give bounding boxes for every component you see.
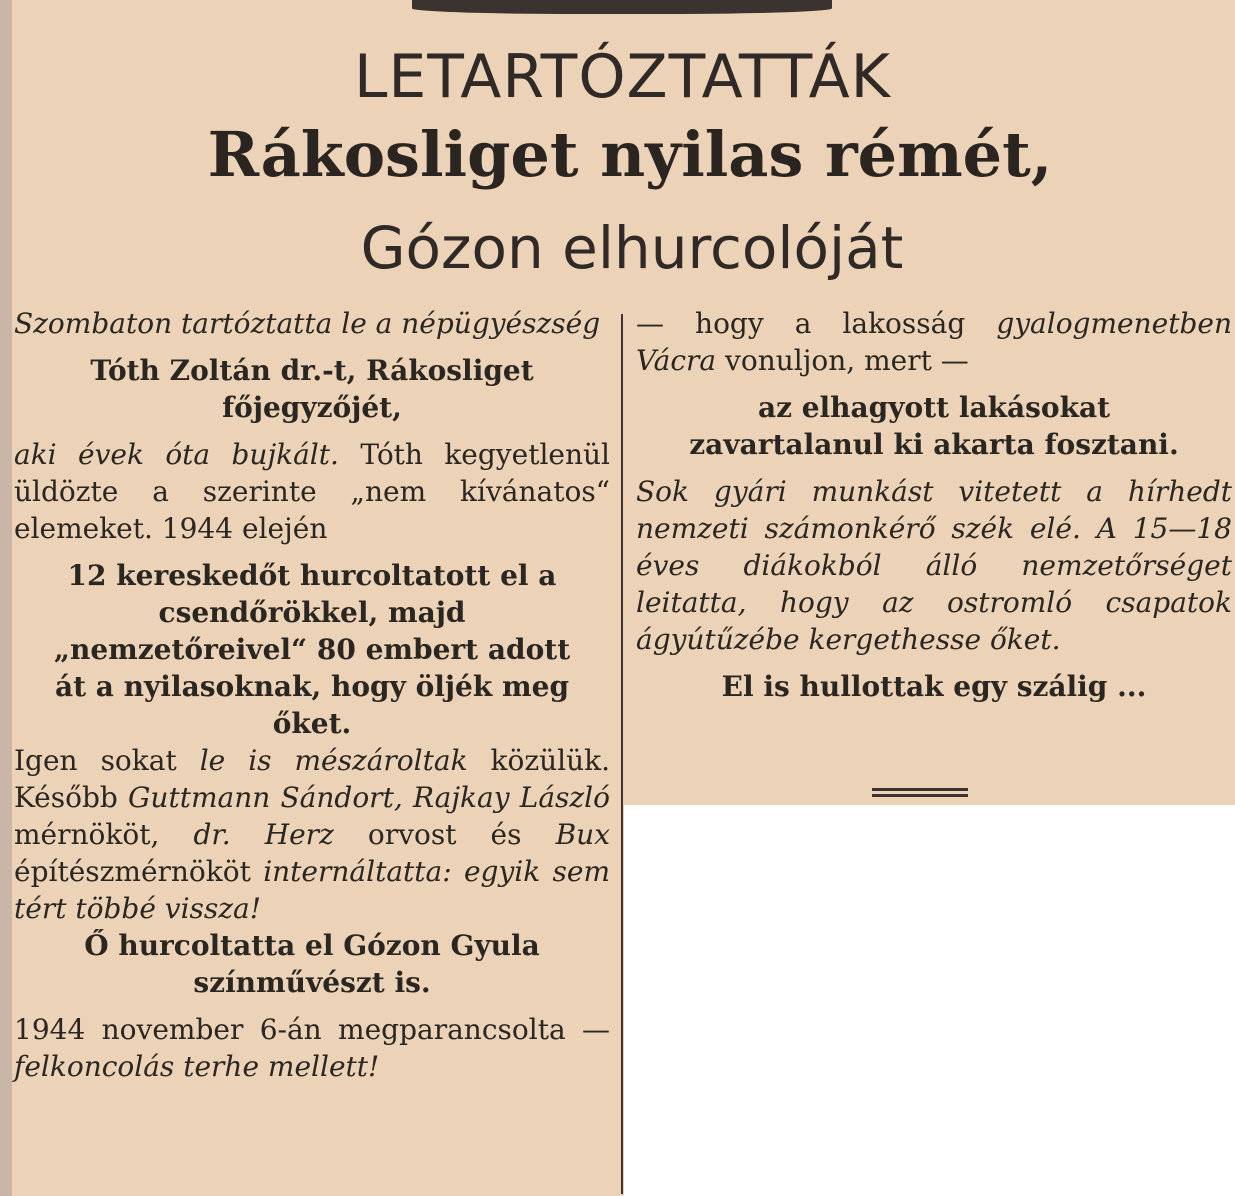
article-right-column xyxy=(636,305,1232,705)
paragraph-3 xyxy=(14,1011,610,1085)
paragraph-2-d: Guttmann Sándort, Rajkay László xyxy=(128,781,610,814)
paragraph-3-b: felkoncolás terhe mellett! xyxy=(14,1050,380,1083)
top-ornament-rule xyxy=(412,0,832,14)
intro-paragraph: Szombaton tartóztatta le a népügyészség xyxy=(14,307,601,340)
paragraph-2-j: internáltatta: egyik sem tért többé vissza! xyxy=(14,855,610,925)
bold-block-2: Ő hurcoltatta el Gózon Gyula színművészt is. xyxy=(84,929,540,999)
right-paragraph-2: Sok gyári munkást vitetett a hírhedt nemzeti számonkérő szék elé. A 15—18 éves diákokból álló nemzetőrséget leitatta, hogy az ostromló csapatok ágyútűzébe kergethesse őket. xyxy=(636,475,1232,656)
paragraph-2 xyxy=(14,742,610,927)
paragraph-2-e: mérnököt, xyxy=(14,818,160,851)
right-paragraph-1-b: gyalogmenetben Vácra xyxy=(636,307,1232,377)
paragraph-2-h: Bux xyxy=(555,818,610,851)
paragraph-1-text: Tóth kegyetlenül üldözte a szerinte „nem kívánatos“ elemeket. 1944 elején xyxy=(14,438,610,545)
paragraph-3-a: 1944 november 6-án megparancsolta — xyxy=(14,1013,610,1046)
paragraph-2-g: orvost és xyxy=(367,818,522,851)
paragraph-1-italic: aki évek óta bujkált. xyxy=(14,438,339,471)
paragraph-1 xyxy=(14,436,610,547)
right-paragraph-1 xyxy=(636,305,1232,379)
right-paragraph-1-a: — hogy a lakosság xyxy=(636,307,966,340)
right-bold-block: az elhagyott lakásokat zavartalanul ki akarta fosztani. xyxy=(689,391,1179,461)
paragraph-2-c: közülük. Később xyxy=(14,744,610,814)
bold-name: Tóth Zoltán dr.-t, Rákosliget főjegyzőjét, xyxy=(90,354,534,424)
right-paragraph-1-c: vonuljon, mert — xyxy=(725,344,969,377)
end-ornament xyxy=(872,788,968,798)
headline-kicker: LETARTÓZTATTÁK xyxy=(353,42,892,112)
paragraph-2-a: Igen sokat xyxy=(14,744,177,777)
headline-sub: Gózon elhurcolóját xyxy=(360,214,904,282)
headline-main: Rákosliget nyilas rémét, xyxy=(207,118,1053,191)
column-divider xyxy=(621,314,623,1194)
paragraph-2-b: le is mészároltak xyxy=(199,744,468,777)
closing-line: El is hullottak egy szálig ... xyxy=(721,670,1147,703)
article-left-column xyxy=(14,305,610,1085)
bold-block-1: 12 kereskedőt hurcoltatott el a csendőrökkel, majd „nemzetőreivel“ 80 embert adott át a nyilasoknak, hogy öljék meg őket. xyxy=(53,559,571,740)
paragraph-2-f: dr. Herz xyxy=(193,818,334,851)
paragraph-2-i: építészmérnököt xyxy=(14,855,251,888)
